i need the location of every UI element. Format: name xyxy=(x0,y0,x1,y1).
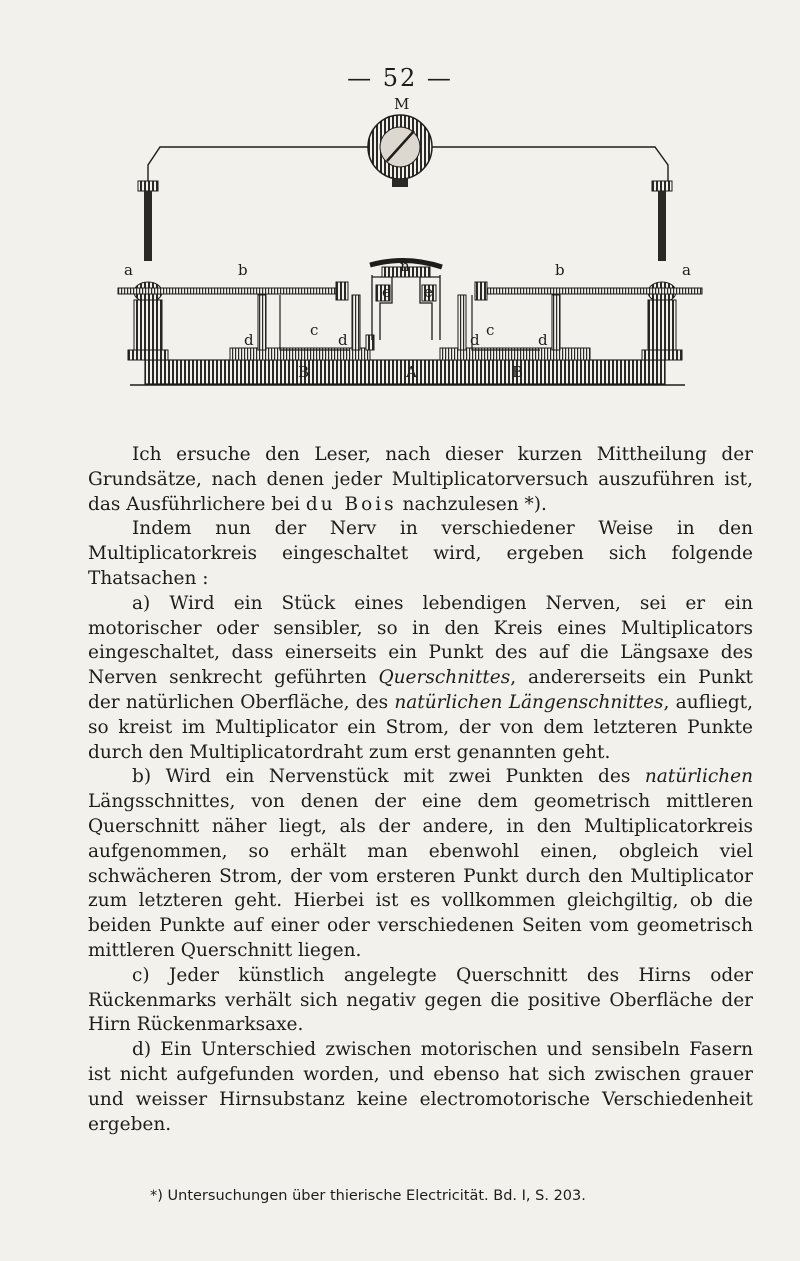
apparatus-figure xyxy=(100,95,710,435)
paragraph-facts: Indem nun der Nerv in verschiedener Weise in den Multiplicatorkreis eingeschaltet wird, ergeben sich folgende Thatsachen : xyxy=(88,518,753,589)
label-d1: d xyxy=(244,331,254,349)
label-b-left: b xyxy=(238,261,248,279)
wire-left xyxy=(148,147,368,185)
label-a-left: a xyxy=(124,261,133,279)
footnote: *) Untersuchungen über thierische Electricität. Bd. I, S. 203. xyxy=(150,1188,586,1204)
label-B-right: B xyxy=(512,363,524,381)
body-text xyxy=(88,443,753,1137)
label-b-right: b xyxy=(555,261,565,279)
label-e-right: e xyxy=(424,283,433,301)
label-A: A xyxy=(406,363,417,381)
paragraph-d: d) Ein Unterschied zwischen motorischen und sensibeln Fasern ist nicht aufgefunden worden, und ebenso hat sich zwischen grauer und weisser Hirnsubstanz keine electromotorische Verschiedenheit ergeben. xyxy=(88,1039,753,1135)
label-c-left: c xyxy=(310,321,319,339)
arm-b-right xyxy=(480,288,702,294)
label-a-right: a xyxy=(682,261,691,279)
stand-a-left xyxy=(144,191,152,261)
label-M: M xyxy=(394,95,410,113)
label-B-left: B xyxy=(298,363,310,381)
arm-b-left xyxy=(118,288,343,294)
paragraph-intro: Ich ersuche den Leser, nach dieser kurzen Mittheilung der Grundsätze, nach denen jeder Multiplicatorversuch auszuführen ist, das Ausführlichere bei du Bois nachzulesen *). xyxy=(88,444,753,515)
paragraph-b: b) Wird ein Nervenstück mit zwei Punkten des natürlichen Längsschnittes, von denen der eine dem geometrisch mittleren Querschnitt näher liegt, als der andere, in den Multiplicatorkreis aufgenommen, so erhält man ebenwohl einen, obgleich viel schwächeren Strom, der vom ersteren Punkt durch den Multiplicator zum letzteren geht. Hierbei ist es vollkommen gleichgiltig, ob die beiden Punkte auf einer oder verschiedenen Seiten vom geometrisch mittleren Querschnitt liegen. xyxy=(88,766,753,961)
author-name: du Bois xyxy=(305,493,397,515)
electrode-d4 xyxy=(552,295,560,350)
paragraph-c: c) Jeder künstlich angelegte Querschnitt des Hirns oder Rückenmarks verhält sich negativ gegen die positive Oberfläche der Hirn Rückenmarksaxe. xyxy=(88,964,753,1036)
electrode-e-left xyxy=(366,335,374,350)
label-e-left: e xyxy=(382,283,391,301)
electrode-d1 xyxy=(258,295,266,350)
stand-a-right xyxy=(658,191,666,261)
electrode-d3 xyxy=(458,295,466,350)
label-d2: d xyxy=(338,331,348,349)
electrode-d2 xyxy=(352,295,360,350)
wire-right xyxy=(432,147,668,185)
label-c-right: c xyxy=(486,321,495,339)
label-n: n xyxy=(400,257,410,275)
page-number: — 52 — xyxy=(347,64,453,92)
base-board xyxy=(145,360,665,384)
label-d3: d xyxy=(470,331,480,349)
multiplicator-apparatus-drawing xyxy=(100,95,710,435)
paragraph-a: a) Wird ein Stück eines lebendigen Nerven, sei er ein motorischer oder sensibler, so in den Kreis eines Multiplicators eingeschaltet, dass einerseits ein Punkt des auf die Längsaxe des Nerven senkrecht geführten Querschnittes, andererseits ein Punkt der natürlichen Oberfläche, des natürlichen Längenschnittes, aufliegt, so kreist im Multiplicator ein Strom, der von dem letzteren Punkte durch den Multiplicatordraht zum erst genannten geht. xyxy=(88,592,753,763)
vessel-c-right xyxy=(472,295,540,350)
label-d4: d xyxy=(538,331,548,349)
